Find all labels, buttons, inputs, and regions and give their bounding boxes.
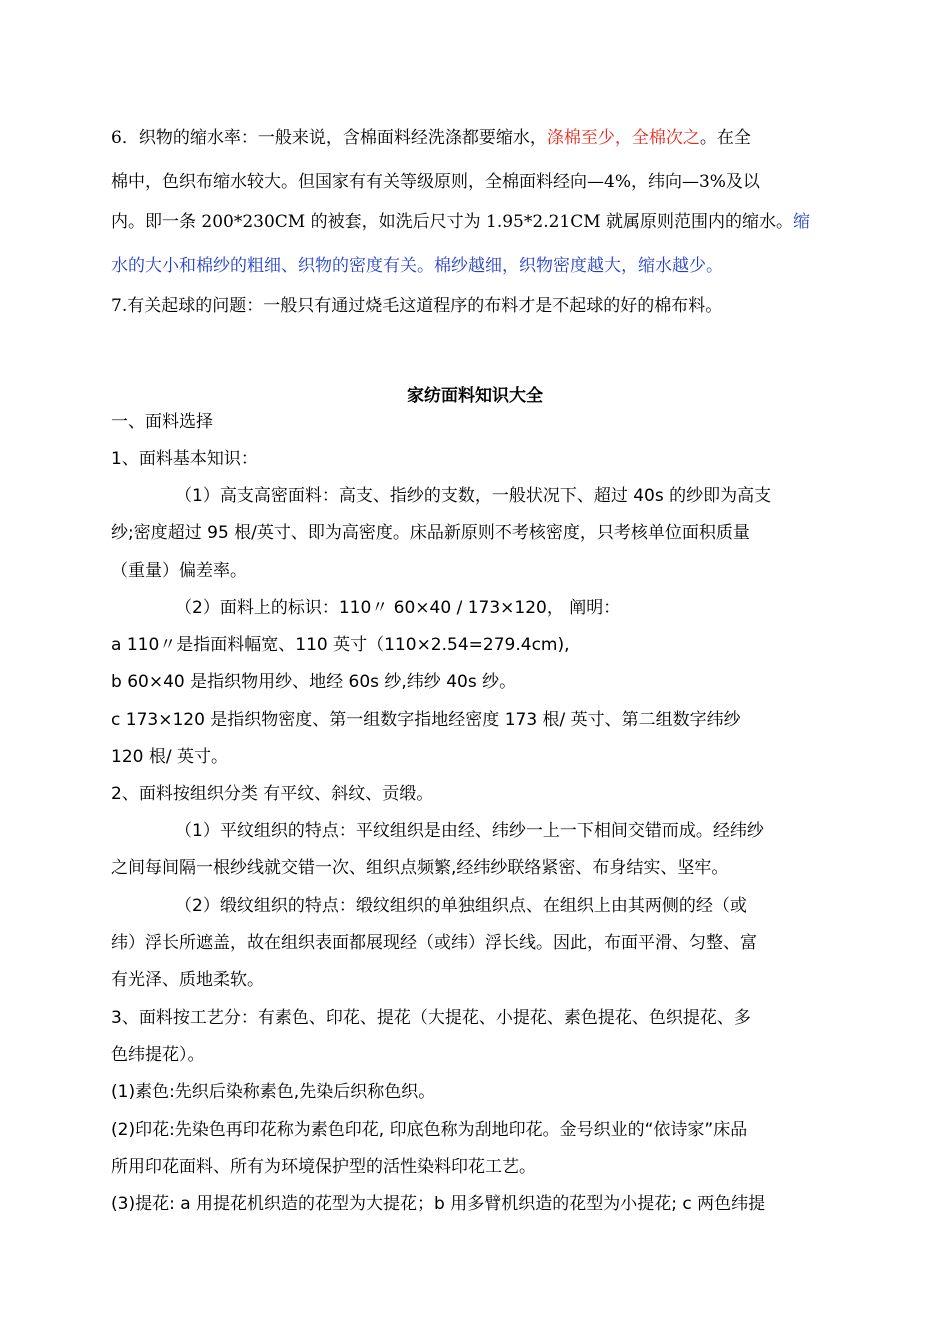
subheading-process-1: 3、面料按工艺分：有素色、印花、提花（大提花、小提花、素色提花、色织提花、多 [111, 1008, 751, 1028]
para-shrinkage-line-4: 水的大小和棉纱的粗细、织物的密度有关。棉纱越细，织物密度越大，缩水越少。 [111, 256, 723, 276]
para-yarn: b 60×40 是指织物用纱、地经 60s 纱,纬纱 40s 纱。 [111, 672, 517, 692]
para-satin-weave-2: 纬）浮长所遮盖，故在组织表面都展现经（或纬）浮长线。因此，布面平滑、匀整、富 [111, 933, 757, 953]
para-high-density-3: （重量）偏差率。 [111, 561, 247, 581]
para-satin-weave-1: （2）缎纹组织的特点：缎纹组织的单独组织点、在组织上由其两侧的经（或 [175, 896, 747, 916]
para-density-1: c 173×120 是指织物密度、第一组数字指地经密度 173 根/ 英寸、第二组数字纬纱 [111, 710, 741, 730]
text-run: 内。即一条 200*230CM 的被套，如洗后尺寸为 1.95*2.21CM 就属原则范围内的缩水。 [111, 212, 794, 232]
para-density-2: 120 根/ 英寸。 [111, 747, 228, 767]
heading-fabric-selection: 一、面料选择 [111, 412, 213, 432]
para-shrinkage-line-3 [111, 212, 851, 232]
text-run: 6．织物的缩水率：一般来说，含棉面料经洗涤都要缩水， [111, 128, 547, 148]
subheading-weave-types: 2、面料按组织分类 有平纹、斜纹、贡缎。 [111, 784, 434, 804]
para-printing-2: 所用印花面料、所有为环境保护型的活性染料印花工艺。 [111, 1157, 536, 1177]
para-jacquard: (3)提花: a 用提花机织造的花型为大提花；b 用多臂机织造的花型为小提花; c 两色纬提 [111, 1194, 766, 1214]
para-label-spec: （2）面料上的标识：110〃 60×40 / 173×120， 阐明： [175, 598, 621, 618]
page-title: 家纺面料知识大全 [407, 386, 543, 406]
para-printing-1: (2)印花:先染色再印花称为素色印花, 印底色称为刮地印花。金号织业的“依诗家”床品 [111, 1120, 748, 1140]
subheading-process-2: 色纬提花）。 [111, 1045, 205, 1065]
text-run: 。在全 [699, 128, 751, 148]
para-shrinkage-line-2: 棉中，色织布缩水较大。但国家有有关等级原则，全棉面料经向—4%，纬向—3%及以 [111, 172, 760, 192]
subheading-basics: 1、面料基本知识： [111, 449, 258, 469]
highlight-red: 涤棉至少，全棉次之 [546, 128, 700, 148]
para-high-density-1: （1）高支高密面料：高支、指纱的支数，一般状况下、超过 40s 的纱即为高支 [175, 486, 772, 506]
para-plain-weave-2: 之间每间隔一根纱线就交错一次、组织点频繁,经纬纱联络紧密、布身结实、坚牢。 [111, 858, 729, 878]
para-satin-weave-3: 有光泽、质地柔软。 [111, 970, 264, 990]
para-solid-color: (1)素色:先织后染称素色,先染后织称色织。 [111, 1082, 436, 1102]
para-plain-weave-1: （1）平纹组织的特点：平纹组织是由经、纬纱一上一下相间交错而成。经纬纱 [175, 821, 764, 841]
highlight-blue: 缩 [793, 212, 811, 232]
para-high-density-2: 纱;密度超过 95 根/英寸、即为高密度。床品新原则不考核密度，只考核单位面积质量 [111, 523, 750, 543]
para-pilling: 7.有关起球的问题：一般只有通过烧毛这道程序的布料才是不起球的好的棉布料。 [111, 296, 723, 316]
para-shrinkage-line-1 [111, 128, 851, 148]
para-width: a 110〃是指面料幅宽、110 英寸（110×2.54=279.4cm), [111, 635, 570, 655]
